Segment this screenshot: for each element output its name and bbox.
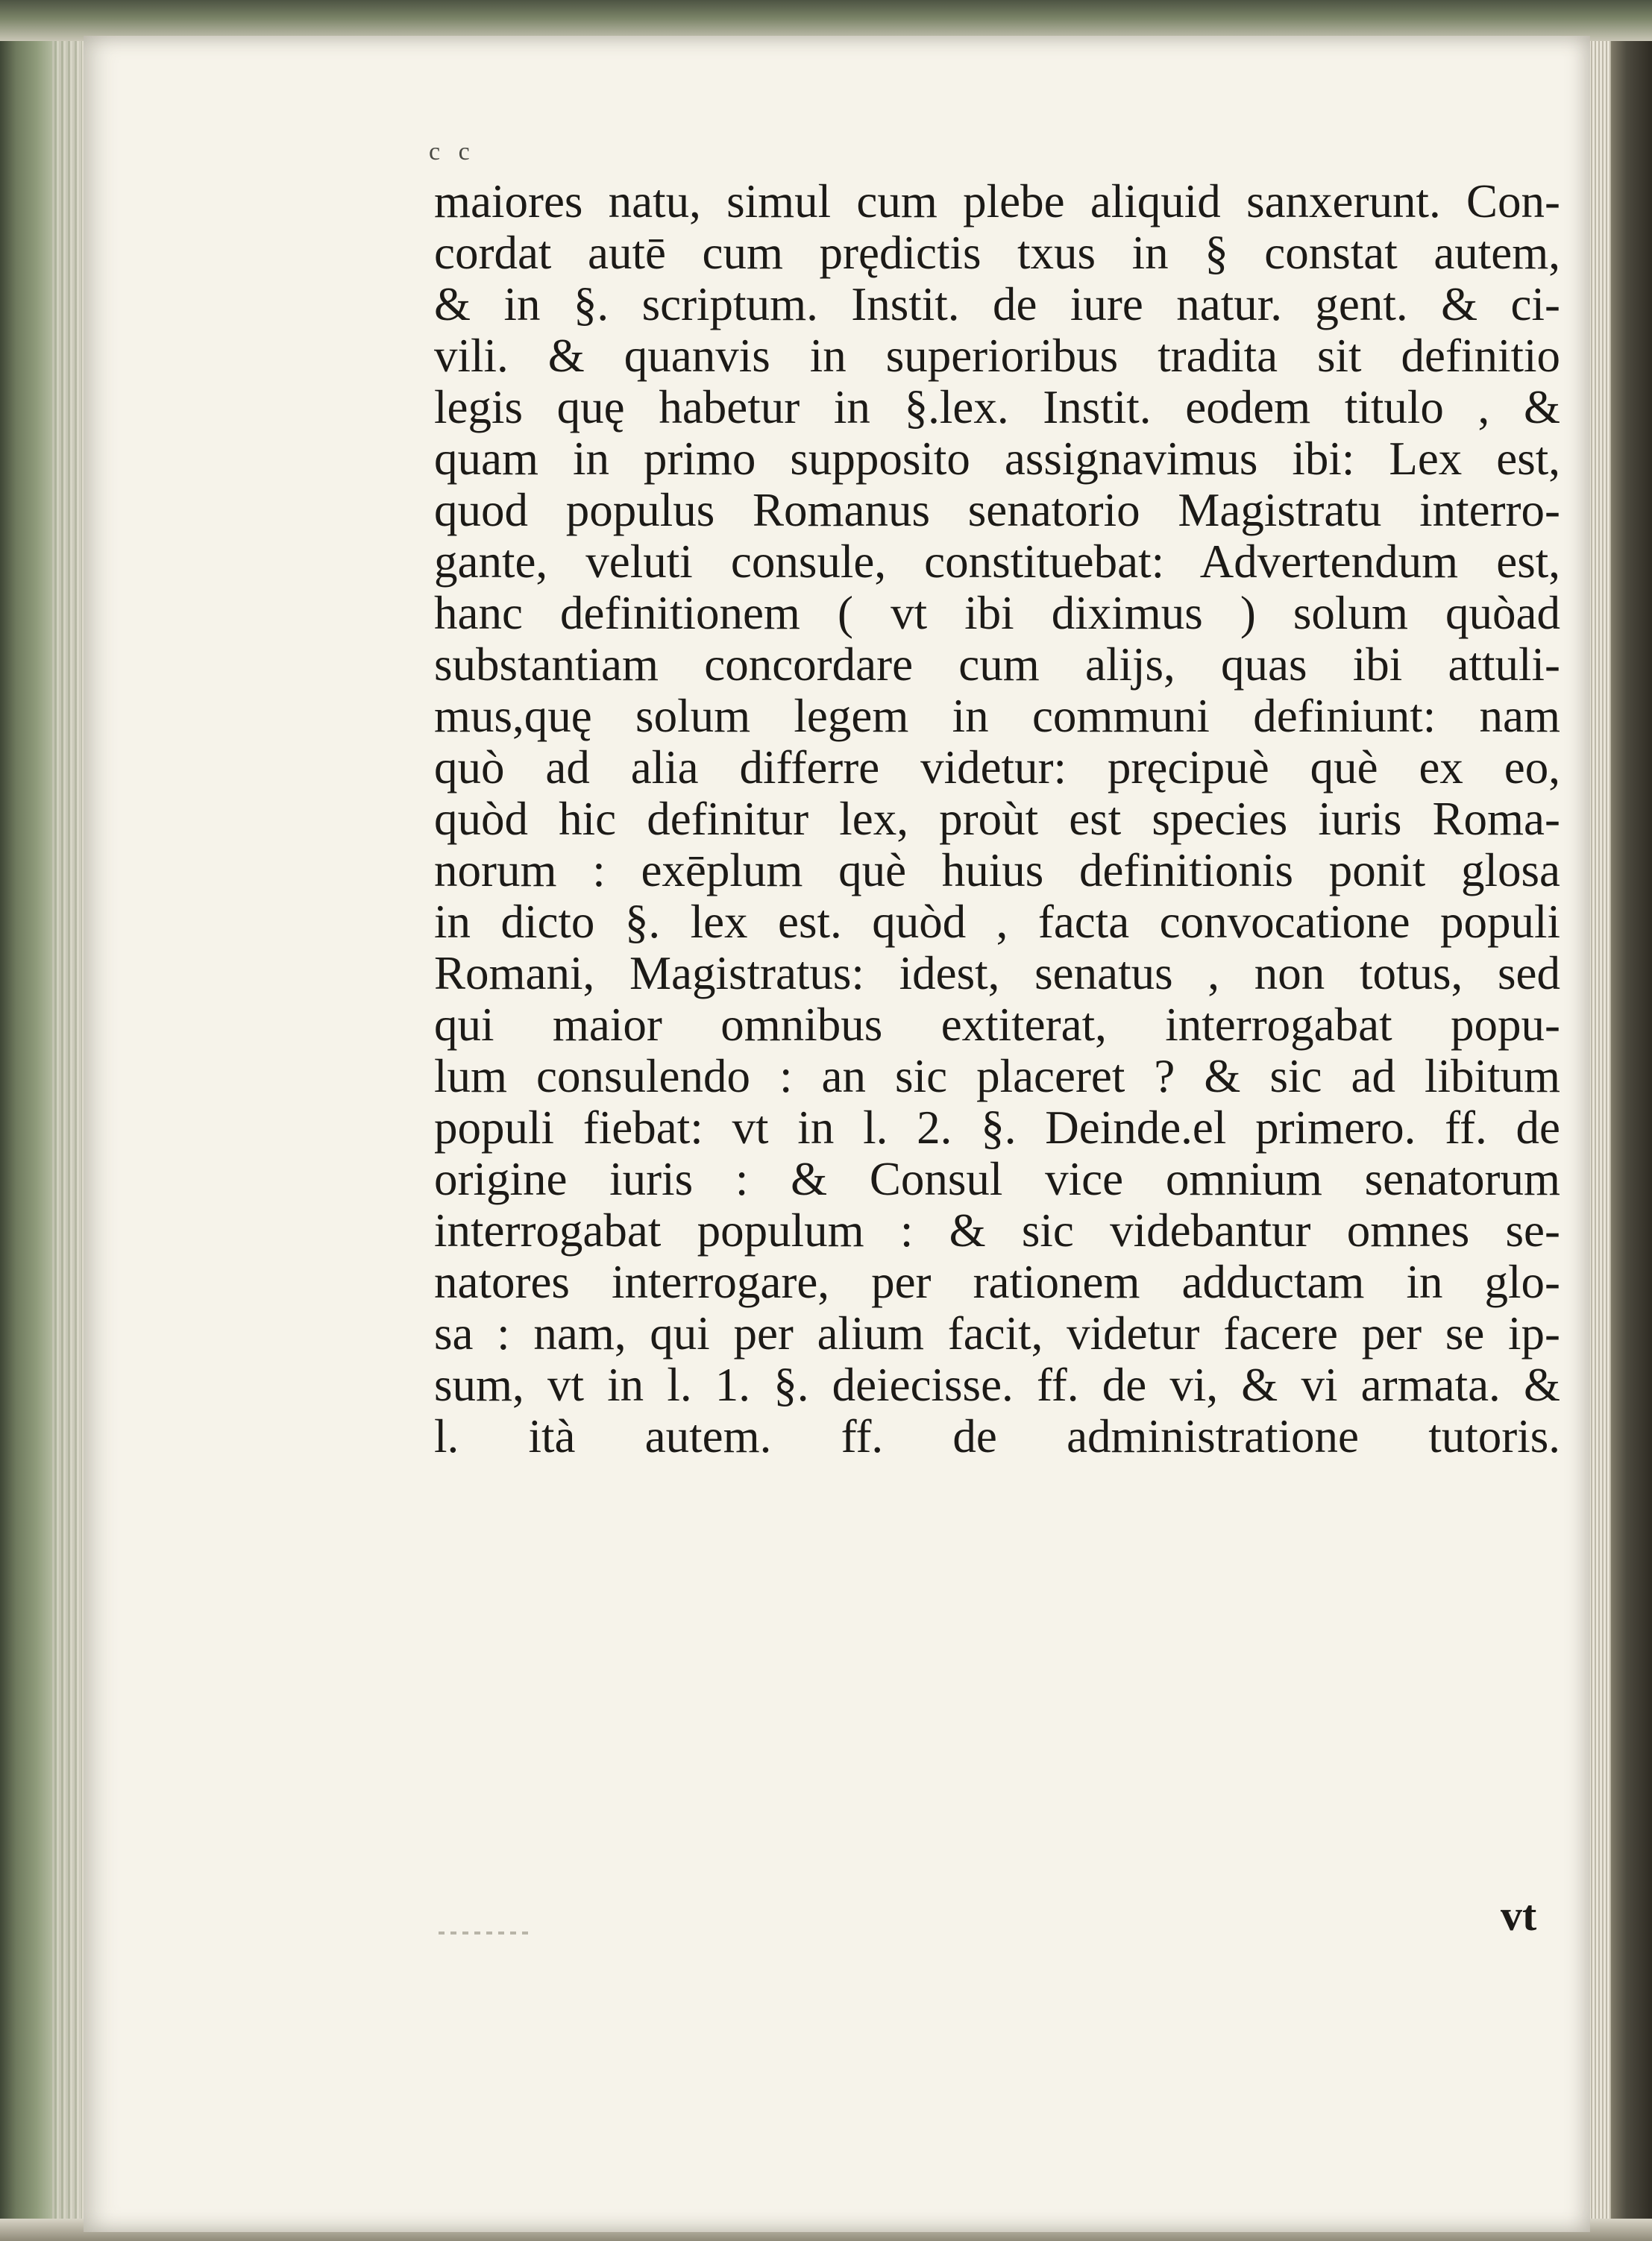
page-edges-right	[1589, 0, 1611, 2241]
text-line: origine iuris : & Consul vice omnium senatorum	[434, 1153, 1560, 1205]
marginal-mark: c c	[429, 138, 476, 166]
text-line: populi fiebat: vt in l. 2. §. Deinde.el primero. ff. de	[434, 1101, 1560, 1154]
page-body-text	[434, 176, 1560, 1462]
text-line: l. ità autem. ff. de administratione tutoris.	[434, 1410, 1560, 1462]
text-line: interrogabat populum : & sic videbantur omnes se-	[434, 1204, 1560, 1257]
text-line: Romani, Magistratus: idest, senatus , non totus, sed	[434, 947, 1560, 999]
text-line: substantiam concordare cum alijs, quas ibi attuli-	[434, 638, 1560, 691]
text-line: cordat autē cum prędictis txus in § constat autem,	[434, 227, 1560, 279]
catchword: vt	[1501, 1891, 1537, 1940]
text-line: gante, veluti consule, constituebat: Advertendum est,	[434, 535, 1560, 588]
text-line: quam in primo supposito assignavimus ibi: Lex est,	[434, 433, 1560, 485]
book-top-edge	[0, 0, 1652, 41]
text-line: sa : nam, qui per alium facit, videtur facere per se ip-	[434, 1307, 1560, 1360]
text-line: in dicto §. lex est. quòd , facta convocatione populi	[434, 896, 1560, 948]
text-line: quod populus Romanus senatorio Magistratu interro-	[434, 484, 1560, 536]
text-line: quò ad alia differre videtur: pręcipuè què ex eo,	[434, 741, 1560, 793]
book-gutter-left	[0, 0, 89, 2241]
page-edges-left	[52, 0, 82, 2241]
text-line: sum, vt in l. 1. §. deiecisse. ff. de vi, & vi armata. &	[434, 1359, 1560, 1411]
text-line: qui maior omnibus extiterat, interrogabat popu-	[434, 999, 1560, 1051]
text-line: hanc definitionem ( vt ibi diximus ) solum quòad	[434, 587, 1560, 639]
text-line: legis quę habetur in §.lex. Instit. eodem titulo , &	[434, 381, 1560, 433]
text-line: mus,quę solum legem in communi definiunt: nam	[434, 690, 1560, 742]
text-line: lum consulendo : an sic placeret ? & sic ad libitum	[434, 1050, 1560, 1102]
text-line: norum : exēplum què huius definitionis ponit glosa	[434, 844, 1560, 896]
text-line: vili. & quanvis in superioribus tradita sit definitio	[434, 330, 1560, 382]
book-cover-right	[1589, 0, 1652, 2241]
show-through-smudge	[439, 1932, 528, 1934]
text-line: maiores natu, simul cum plebe aliquid sanxerunt. Con-	[434, 175, 1560, 227]
text-line: quòd hic definitur lex, proùt est species iuris Roma-	[434, 793, 1560, 845]
text-line: natores interrogare, per rationem adductam in glo-	[434, 1256, 1560, 1308]
text-line: & in §. scriptum. Instit. de iure natur. gent. & ci-	[434, 278, 1560, 330]
